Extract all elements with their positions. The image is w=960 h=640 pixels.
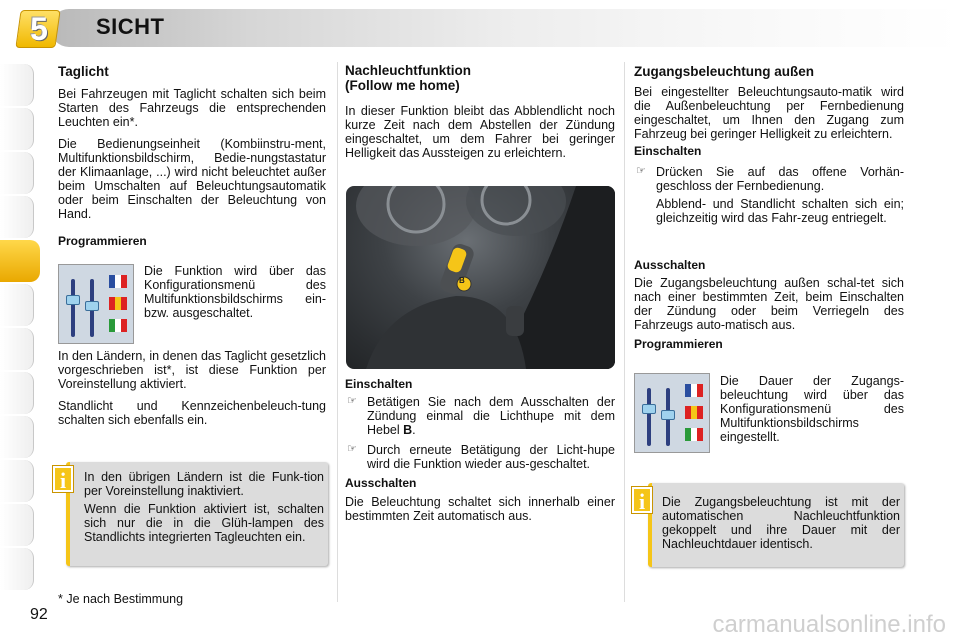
chapter-tab-3[interactable]	[0, 152, 34, 194]
subheading-einschalten: Einschalten	[345, 377, 413, 391]
right-column	[634, 64, 904, 233]
chapter-tab-10[interactable]	[0, 460, 34, 502]
section-heading-follow-me-home	[345, 64, 615, 94]
paragraph: Die Beleuchtung schaltet sich innerhalb einer bestimmten Zeit automatisch aus.	[345, 494, 615, 523]
info-text: Die Zugangsbeleuchtung ist mit der automatischen Nachleuchtfunktion gekoppelt und ihre Dauer mit der Nachleuchtdauer identisch.	[662, 495, 900, 551]
paragraph: Die Zugangsbeleuchtung außen schal-tet sich nach einer bestimmten Zeit, beim Einschalten der Zündung oder beim Verriegeln des Fahrzeugs auto-matisch aus.	[634, 276, 904, 333]
chapter-tab-4[interactable]	[0, 196, 34, 238]
bullet-item: ☞ Durch erneute Betätigung der Licht-hupe wird die Funktion wieder aus-geschaltet.	[347, 443, 615, 472]
right-column-mid	[634, 259, 904, 356]
paragraph: Abblend- und Standlicht schalten sich ein; gleichzeitig wird das Fahr-zeug entriegelt.	[656, 196, 904, 225]
heading-line: Nachleuchtfunktion	[345, 63, 472, 78]
lever-b-label: B	[459, 276, 465, 285]
chapter-tab-7[interactable]	[0, 328, 34, 370]
paragraph: Bei eingestellter Beleuchtungsauto-matik wird die Außenbeleuchtung per Fernbedienung eingeschaltet, um Ihnen den Zugang zum Fahrzeug bei geringer Helligkeit zu erleichtern.	[634, 85, 904, 142]
heading-line: (Follow me home)	[345, 77, 460, 93]
column-divider	[337, 62, 338, 602]
chapter-tab-12[interactable]	[0, 548, 34, 590]
paragraph: Die Bedienungseinheit (Kombiinstru-ment, Multifunktionsbildschirm, Bedie-nungstastatur der Klimaanlage, ...) wird nicht beleuchtet außer beim Umschalten auf Beleuchtungsautomatik oder beim Einschalten der Beleuchtung von Hand.	[58, 137, 326, 222]
section-heading-zugangsbeleuchtung: Zugangsbeleuchtung außen	[634, 64, 815, 79]
right-prog-text-block	[720, 374, 904, 452]
paragraph: Die Dauer der Zugangs-beleuchtung wird über das Konfigurationsmenü des Multifunktionsbildschirms eingestellt.	[720, 374, 904, 444]
middle-column-lower	[345, 378, 615, 531]
info-icon: i	[53, 466, 73, 492]
subheading-ausschalten: Ausschalten	[345, 476, 417, 491]
pointing-hand-icon: ☞	[636, 164, 646, 177]
config-menu-illustration	[634, 373, 710, 453]
chapter-tab-1[interactable]	[0, 64, 34, 106]
left-column	[58, 64, 326, 255]
info-text: Wenn die Funktion aktiviert ist, schalten sich nur die in die Glüh-lampen des Standlichts integrierten Tagleuchten ein.	[84, 502, 324, 544]
left-column-lower	[58, 349, 326, 435]
subheading-ausschalten: Ausschalten	[634, 258, 706, 272]
chapter-tab-8[interactable]	[0, 372, 34, 414]
chapter-title: SICHT	[96, 14, 165, 39]
chapter-header-band	[50, 9, 960, 47]
info-box	[66, 462, 328, 566]
chapter-tab-5-active[interactable]	[0, 240, 40, 282]
paragraph: Die Funktion wird über das Konfigurationsmenü des Multifunktionsbildschirms ein- bzw. ausgeschaltet.	[144, 264, 326, 320]
subheading-programmieren: Programmieren	[634, 337, 723, 352]
column-divider	[624, 62, 625, 602]
config-menu-illustration	[58, 264, 134, 344]
subheading-programmieren: Programmieren	[58, 234, 147, 249]
pointing-hand-icon: ☞	[347, 443, 357, 456]
chapter-tab-2[interactable]	[0, 108, 34, 150]
left-prog-text-block	[144, 264, 326, 328]
bullet-item: ☞ Betätigen Sie nach dem Ausschalten der Zündung einmal die Lichthupe mit dem Hebel B.	[347, 395, 615, 438]
middle-column	[345, 64, 615, 168]
page-number: 92	[30, 606, 48, 623]
chapter-number: 5	[30, 11, 48, 47]
paragraph: Standlicht und Kennzeichenbeleuch-tung schalten sich ebenfalls ein.	[58, 399, 326, 427]
pointing-hand-icon: ☞	[347, 395, 357, 408]
chapter-tab-11[interactable]	[0, 504, 34, 546]
subheading-einschalten: Einschalten	[634, 144, 702, 159]
info-text: In den übrigen Ländern ist die Funk-tion per Voreinstellung inaktiviert.	[84, 470, 324, 498]
watermark-text: carmanualsonline.info	[712, 611, 946, 638]
chapter-tab-6[interactable]	[0, 284, 34, 326]
section-heading-taglicht: Taglicht	[58, 64, 109, 79]
paragraph: Bei Fahrzeugen mit Taglicht schalten sich beim Starten des Fahrzeugs die entsprechenden Leuchten ein*.	[58, 87, 326, 130]
paragraph: In den Ländern, in denen das Taglicht gesetzlich vorgeschrieben ist*, ist diese Funktion per Voreinstellung aktiviert.	[58, 349, 326, 391]
info-icon: i	[632, 487, 652, 513]
paragraph: In dieser Funktion bleibt das Abblendlicht noch kurze Zeit nach dem Abstellen der Zündung eingeschaltet, um dem Fahrer bei geringer Helligkeit das Aussteigen zu erleichtern.	[345, 103, 615, 160]
bullet-item: ☞ Drücken Sie auf das offene Vorhän-geschloss der Fernbedienung.	[636, 164, 904, 193]
info-box	[648, 483, 904, 567]
chapter-tab-9[interactable]	[0, 416, 34, 458]
footnote: * Je nach Bestimmung	[58, 592, 184, 606]
steering-column-lever-photo	[346, 186, 615, 369]
